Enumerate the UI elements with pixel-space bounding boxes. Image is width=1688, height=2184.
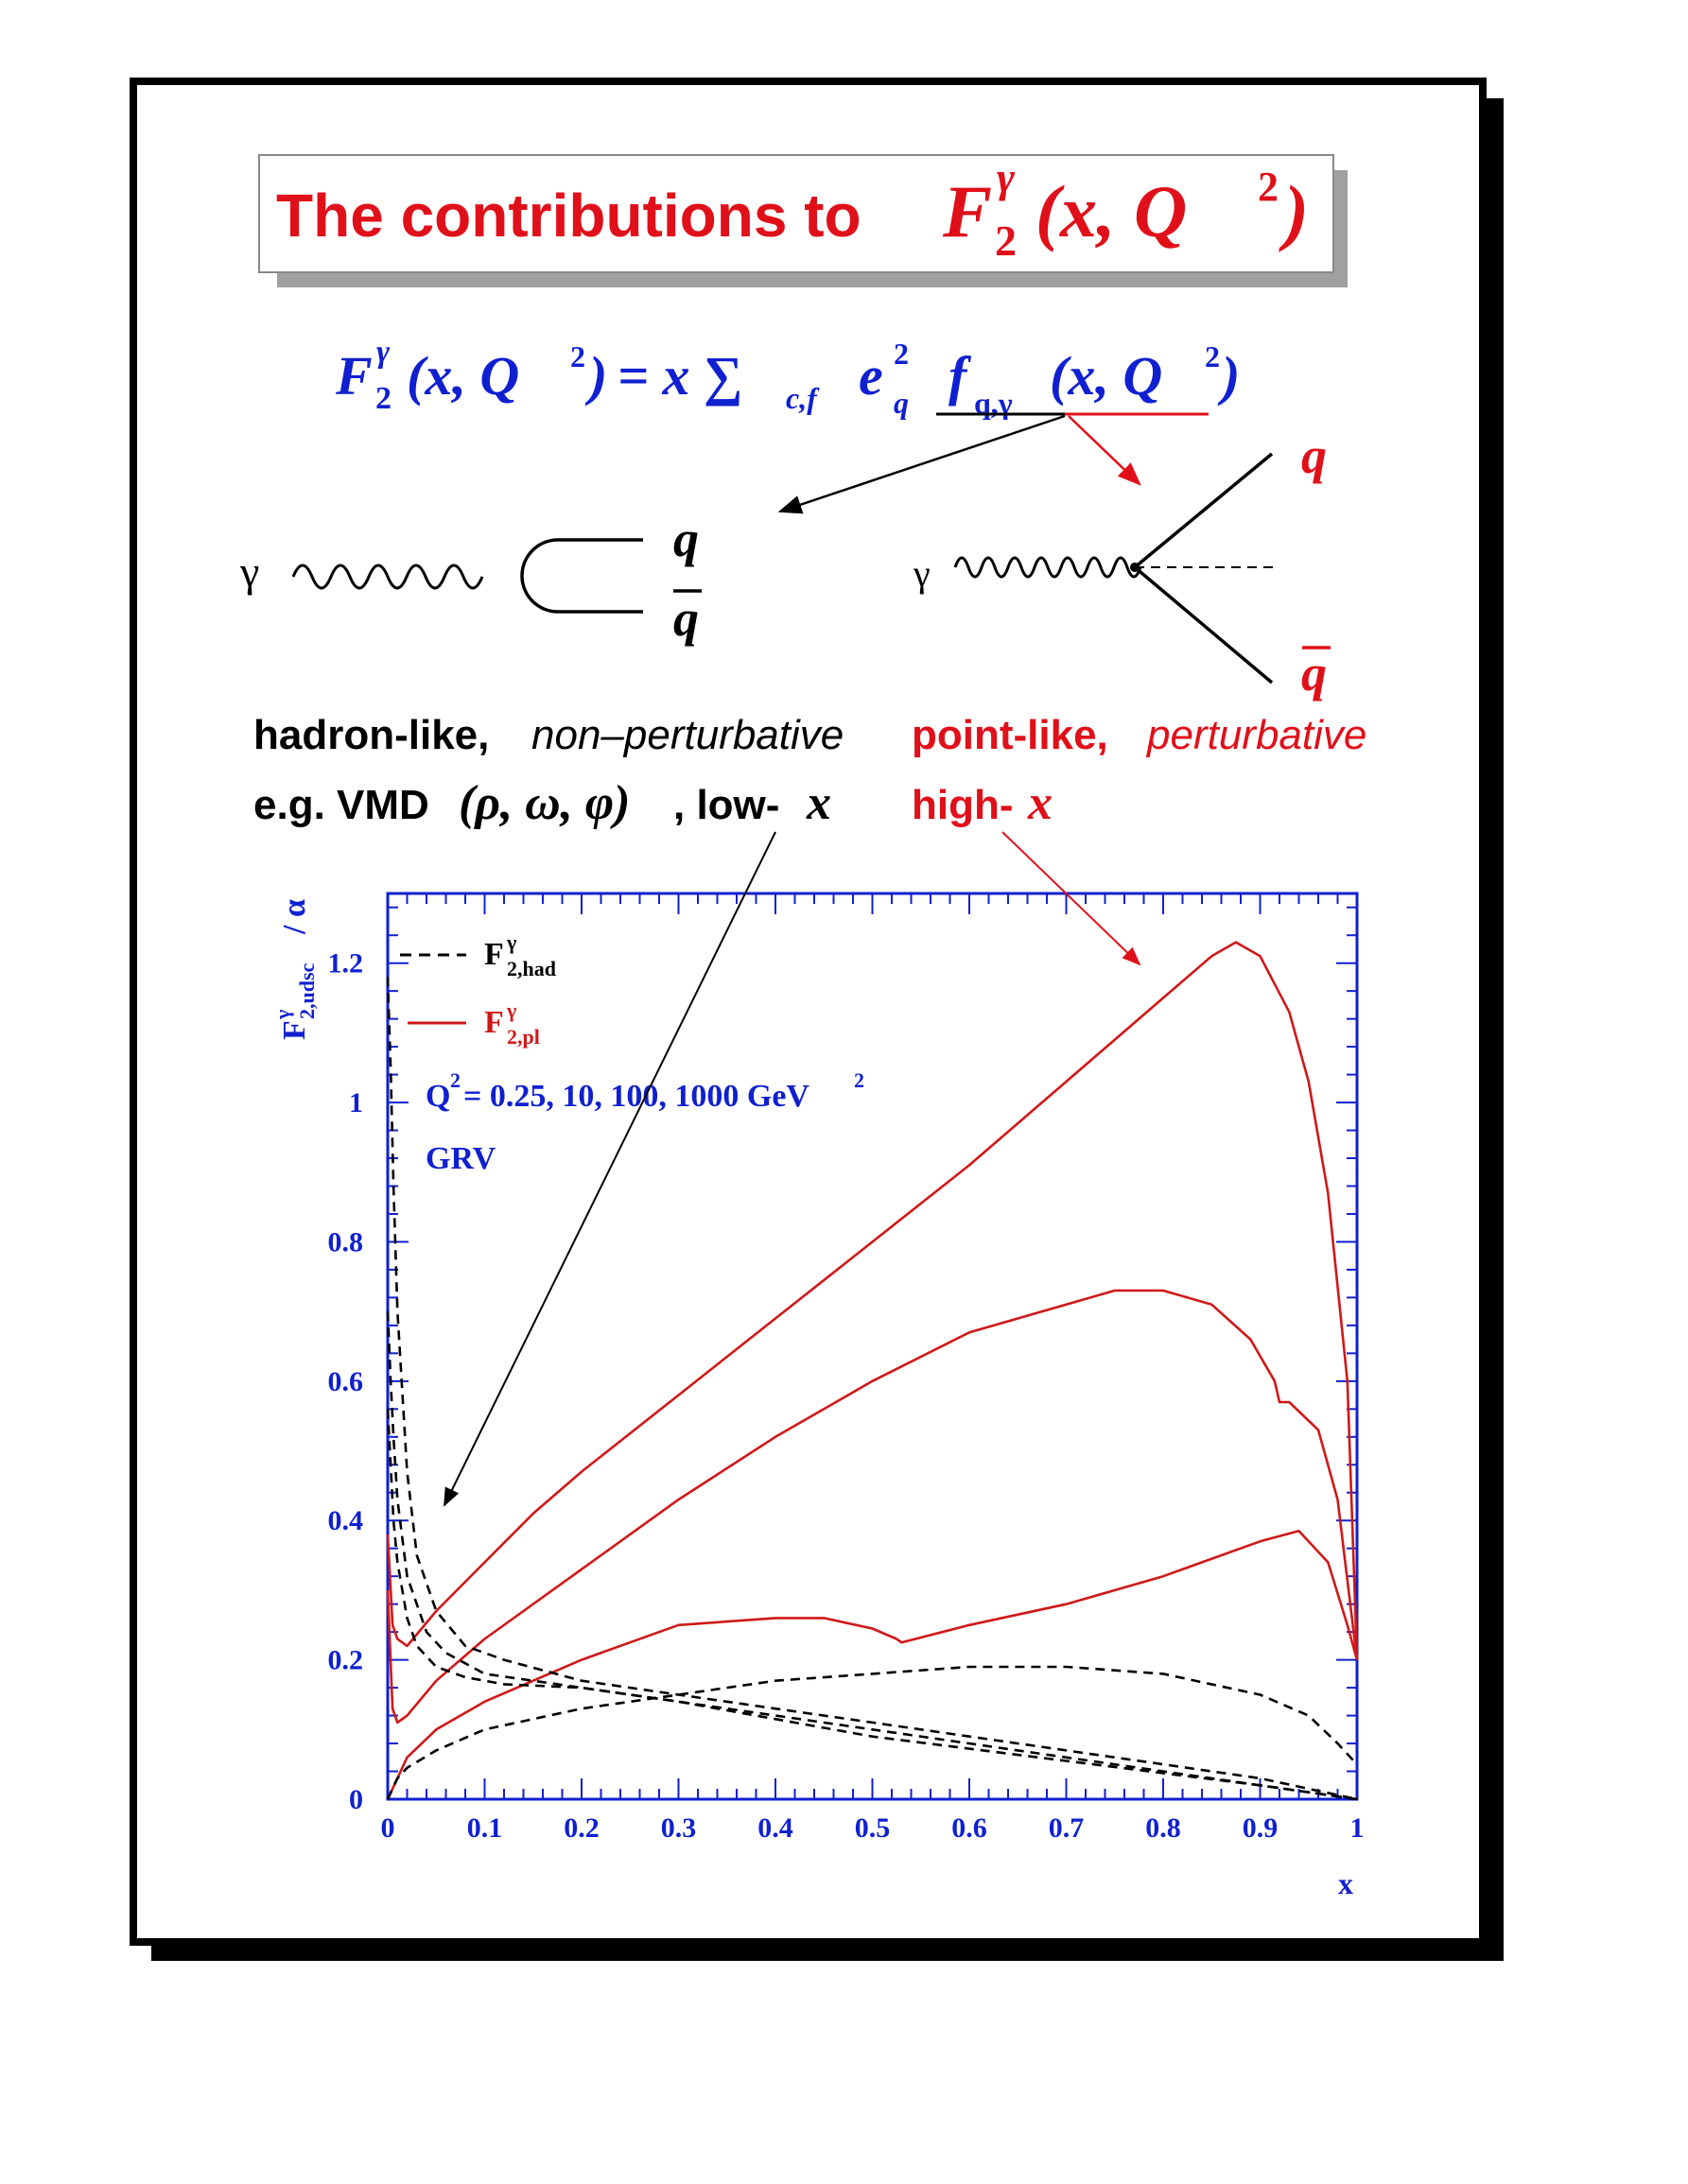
legend-pl-sup: γ [507, 998, 517, 1022]
grv-annotation: GRV [426, 1141, 496, 1176]
x-tick-label: 0.5 [854, 1812, 891, 1844]
hadron-like-label [253, 712, 844, 758]
equation-e-sup: 2 [894, 337, 909, 371]
equation-lhs-f: F [336, 345, 373, 407]
y-axis-label-f: F [277, 1020, 312, 1040]
left-antiquark-label: q [673, 590, 699, 647]
equation-lhs-close: ) [589, 345, 608, 407]
left-photon-label: γ [240, 547, 260, 596]
x-tick-label: 0.1 [466, 1812, 503, 1844]
title-formula-sub: 2 [995, 217, 1017, 265]
vmd-label [253, 776, 831, 830]
hadron-like-italic: non–perturbative [531, 712, 844, 758]
title-formula-f: F [943, 170, 993, 252]
y-tick-label: 1 [349, 1087, 363, 1119]
q2-annotation-sup: 2 [450, 1068, 461, 1092]
y-tick-label: 0 [349, 1784, 363, 1815]
legend-pl-sub: 2,pl [507, 1025, 540, 1049]
vmd-x: x [807, 776, 831, 830]
title-formula-args: (x, Q [1035, 170, 1188, 252]
y-axis-label-sub: 2,udsc [295, 962, 319, 1019]
right-quark-label: q [1301, 427, 1327, 484]
x-tick-label: 0.7 [1048, 1812, 1085, 1844]
title-formula-args-sup: 2 [1258, 164, 1279, 210]
high-x-prefix: high- [912, 782, 1014, 828]
legend-pl-f: F [484, 1005, 504, 1040]
point-like-italic: perturbative [1147, 712, 1367, 758]
equation-lhs-sub: 2 [375, 381, 392, 416]
right-antiquark-label: q [1301, 645, 1327, 702]
point-like-bold: point-like, [912, 712, 1108, 758]
x-tick-label: 1 [1349, 1812, 1365, 1844]
vmd-suffix: , low- [673, 782, 780, 828]
equation-lhs-args-sup: 2 [570, 339, 585, 373]
x-tick-label: 0.8 [1145, 1812, 1181, 1844]
x-tick-label: 0.4 [757, 1812, 793, 1844]
legend-had-sub: 2,had [507, 957, 556, 980]
y-tick-label: 0.4 [327, 1505, 363, 1537]
right-photon-label: γ [914, 552, 931, 595]
legend-had-f: F [484, 937, 504, 972]
x-tick-label: 0.2 [564, 1812, 600, 1844]
x-tick-label: 0 [380, 1812, 395, 1844]
equation-sum-sub: c,f [786, 381, 817, 415]
y-axis-label-rest: / α [277, 899, 312, 934]
legend-had-sup: γ [507, 930, 517, 954]
hadron-like-bold: hadron-like, [253, 712, 490, 758]
y-axis-label-sup: γ [270, 1009, 294, 1019]
equation-f-args-sup: 2 [1205, 339, 1220, 373]
equation-lhs-sup: γ [376, 335, 391, 370]
equation-f-sub: q,γ [974, 386, 1013, 420]
y-tick-label: 1.2 [327, 947, 363, 979]
y-tick-label: 0.6 [327, 1365, 363, 1397]
x-tick-label: 0.6 [951, 1812, 987, 1844]
title-formula-close: ) [1284, 170, 1309, 252]
q2-annotation-unit-sup: 2 [854, 1068, 864, 1092]
y-tick-label: 0.2 [327, 1644, 363, 1676]
equation-f: f [948, 345, 967, 407]
q2-annotation-rest: = 0.25, 10, 100, 1000 GeV [463, 1079, 809, 1114]
equation-lhs-args: (x, Q [407, 345, 520, 407]
equation-e: e [859, 345, 883, 407]
x-tick-label: 0.3 [660, 1812, 697, 1844]
equation-e-sub: q [894, 386, 909, 420]
page-title: The contributions to [276, 182, 861, 250]
x-axis-label: x [1338, 1866, 1353, 1900]
vmd-prefix: e.g. VMD [253, 782, 429, 828]
equation-eq-sum: = x ∑ [618, 345, 743, 407]
x-tick-label: 0.9 [1242, 1812, 1279, 1844]
vmd-math: (ρ, ω, φ) [459, 776, 631, 830]
equation-f-args: (x, Q [1050, 345, 1163, 407]
y-tick-label: 0.8 [327, 1226, 363, 1258]
high-x-x: x [1028, 776, 1053, 830]
high-x-label [912, 776, 1053, 830]
title-formula-sup: γ [997, 153, 1016, 201]
equation-f-close: ) [1222, 345, 1241, 407]
left-quark-label: q [673, 511, 699, 567]
q2-annotation-q: Q [426, 1079, 451, 1114]
